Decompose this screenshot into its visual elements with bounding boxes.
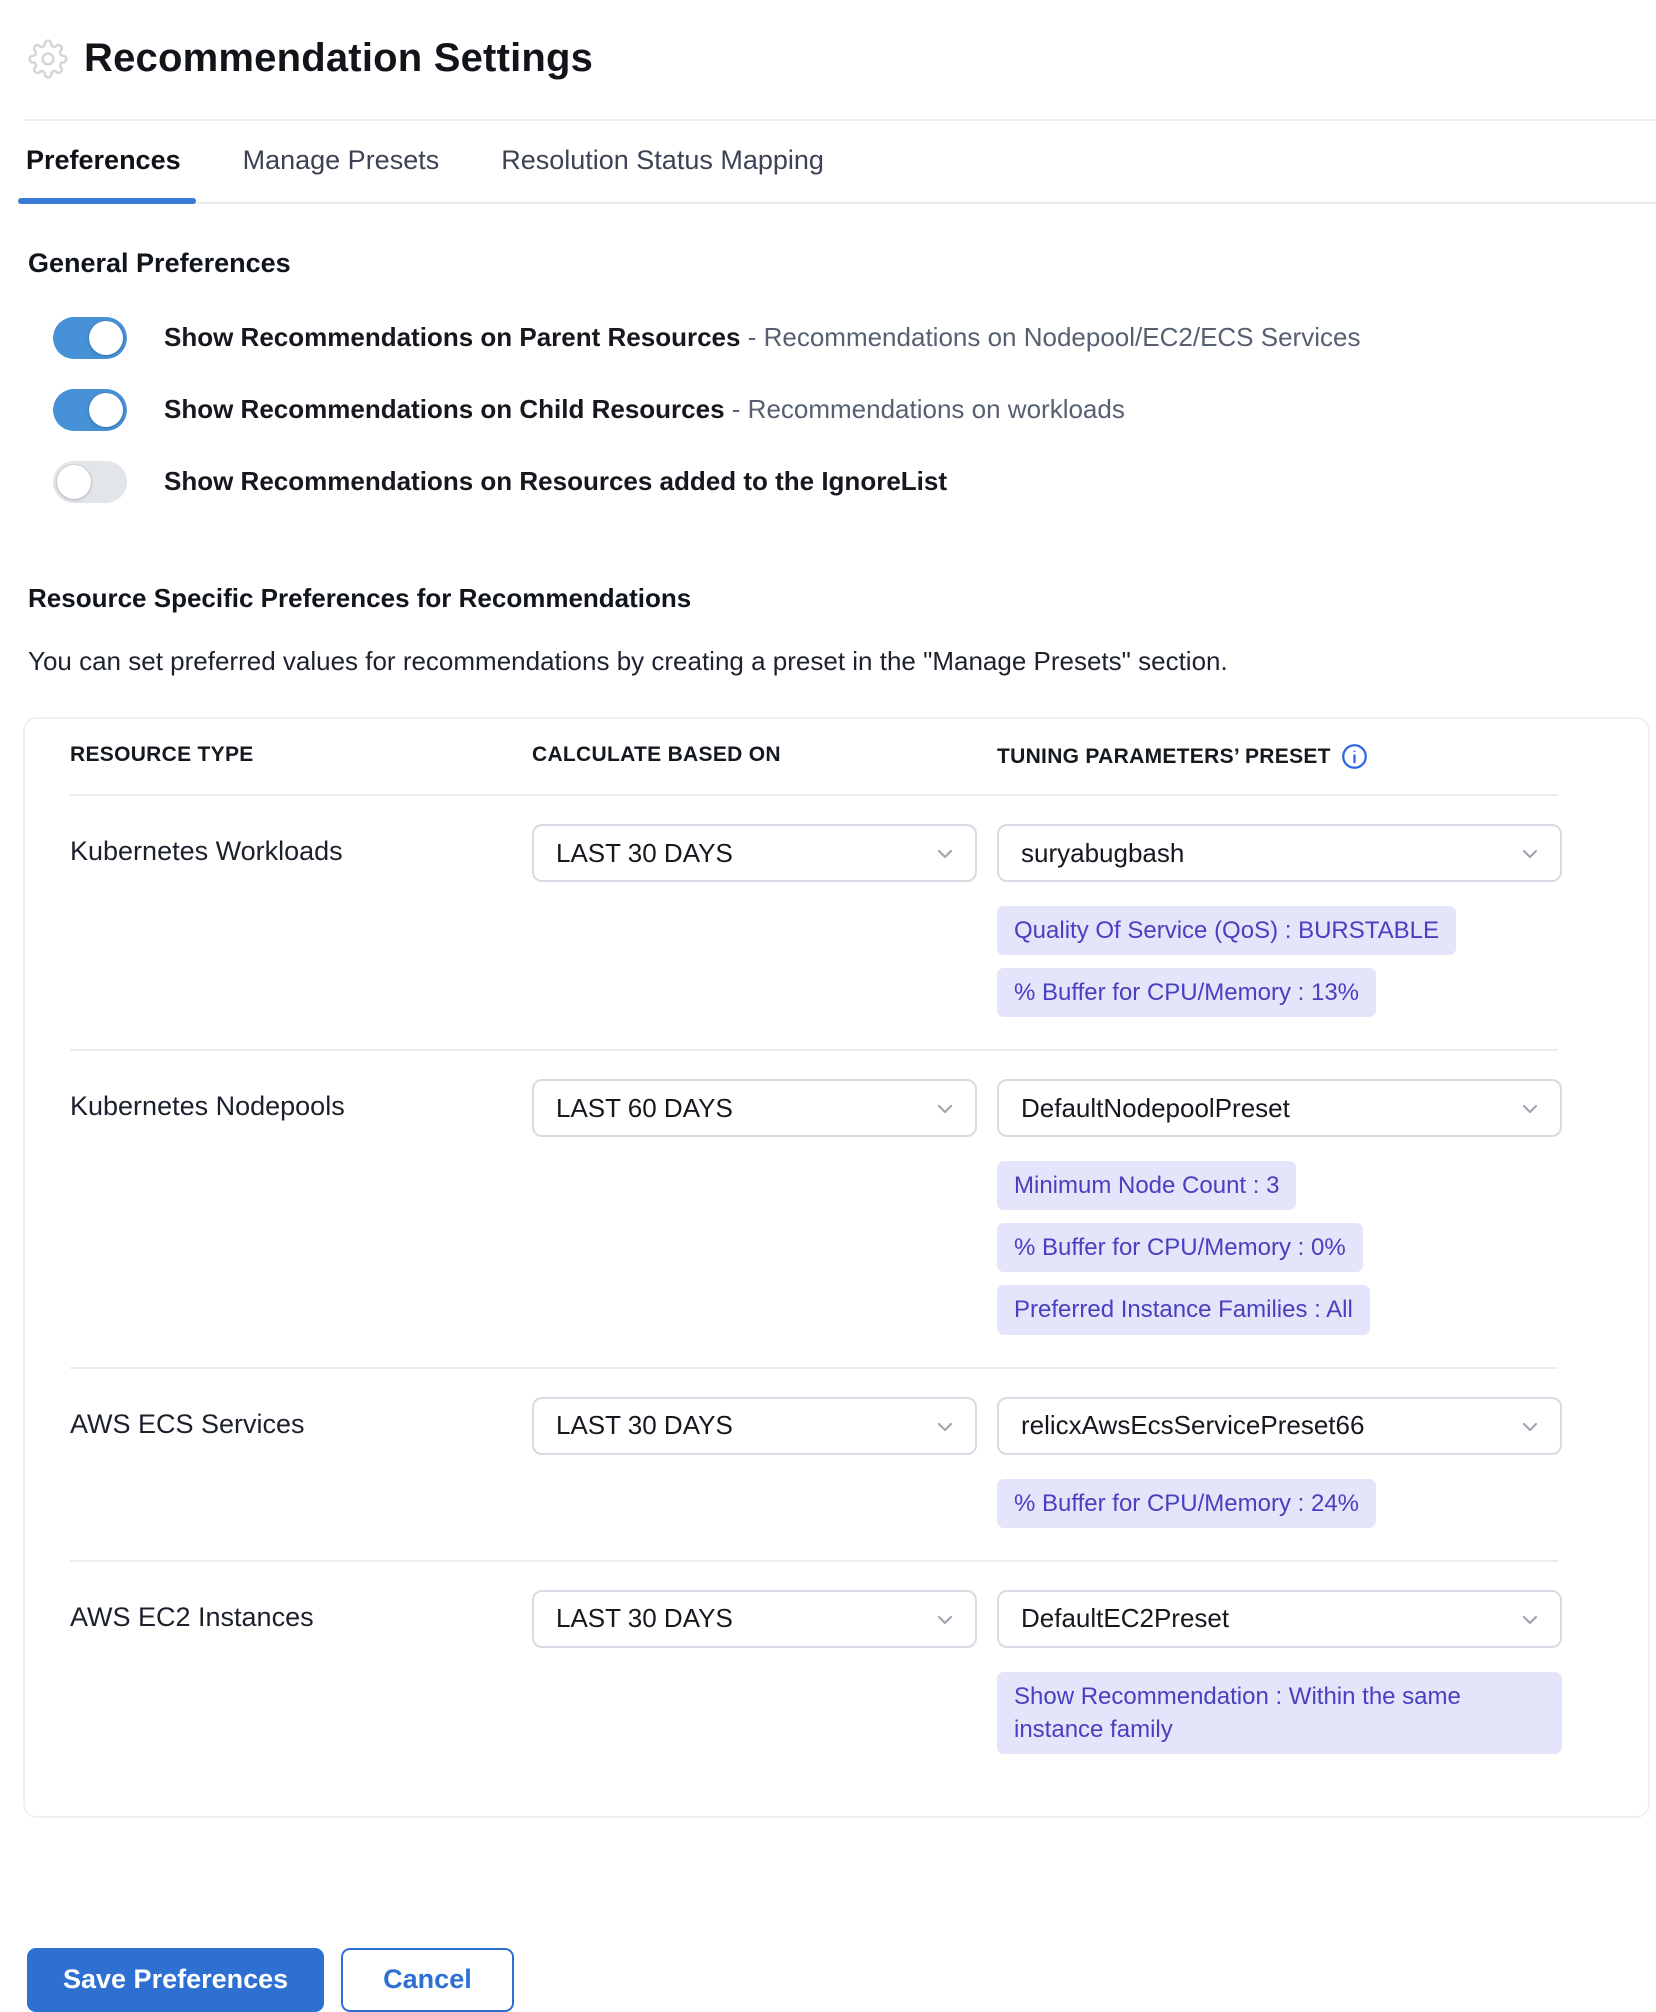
chevron-down-icon [933,1097,957,1121]
preset-tag: Minimum Node Count : 3 [997,1161,1296,1210]
select-value: LAST 30 DAYS [556,1410,733,1441]
tab-bar [24,121,1656,204]
toggle-label-text: Show Recommendations on Resources added to the IgnoreList [164,466,947,497]
calculate-based-on-cell [532,824,977,1017]
toggle-row-child-resources [53,389,1656,431]
calculate-based-on-cell [532,1590,977,1754]
calculate-based-on-select[interactable] [532,1397,977,1455]
resource-specific-heading: Resource Specific Preferences for Recommendations [28,583,692,613]
chevron-down-icon [1518,842,1542,866]
select-value: LAST 30 DAYS [556,1603,733,1634]
column-header-resource-type: RESOURCE TYPE [70,743,254,766]
preset-tags [997,1161,1562,1334]
page-header [0,36,1656,81]
save-preferences-button[interactable]: Save Preferences [27,1948,324,2012]
select-value: relicxAwsEcsServicePreset66 [1021,1410,1365,1441]
toggle-row-parent-resources [53,317,1656,359]
table-row [70,1367,1558,1560]
toggle-knob [89,321,123,355]
toggle-row-ignorelist-resources [53,461,1656,503]
child-resources-toggle[interactable] [53,389,127,431]
select-value: suryabugbash [1021,837,1185,868]
chevron-down-icon [933,1608,957,1632]
toggle-knob [89,393,123,427]
tab-manage-presets[interactable]: Manage Presets [242,145,440,175]
calculate-based-on-select[interactable] [532,824,977,882]
footer-actions [27,1948,1656,2012]
column-header-calculate-based-on: CALCULATE BASED ON [532,743,781,766]
tab-preferences[interactable]: Preferences [24,121,183,202]
preset-tag: % Buffer for CPU/Memory : 24% [997,1479,1376,1528]
toggle-description-text: - Recommendations on workloads [731,394,1125,425]
general-preferences-toggles [53,317,1656,503]
calculate-based-on-select[interactable] [532,1590,977,1648]
select-value: DefaultNodepoolPreset [1021,1092,1290,1123]
toggle-label-text: Show Recommendations on Child Resources [164,394,725,425]
table-row [70,796,1558,1049]
preset-cell [977,1397,1562,1528]
preset-select[interactable] [997,1590,1562,1648]
preset-tag: % Buffer for CPU/Memory : 13% [997,968,1376,1017]
select-value: LAST 60 DAYS [556,1092,733,1123]
general-preferences-heading: General Preferences [28,248,291,278]
parent-resources-toggle[interactable] [53,317,127,359]
table-row [70,1049,1558,1366]
toggle-label [164,321,1360,355]
preset-cell [977,824,1562,1017]
select-value: DefaultEC2Preset [1021,1603,1230,1634]
ignorelist-resources-toggle[interactable] [53,461,127,503]
chevron-down-icon [933,1415,957,1439]
toggle-label [164,465,947,499]
page-title: Recommendation Settings [84,36,594,80]
gear-icon [28,39,68,79]
preset-tag: Quality Of Service (QoS) : BURSTABLE [997,906,1456,955]
chevron-down-icon [1518,1415,1542,1439]
preset-tags [997,906,1562,1017]
chevron-down-icon [1518,1097,1542,1121]
preset-tags [997,1672,1562,1754]
table-row [70,1560,1558,1786]
tab-resolution-status-mapping[interactable]: Resolution Status Mapping [501,145,824,175]
calculate-based-on-select[interactable] [532,1079,977,1137]
preset-select[interactable] [997,824,1562,882]
preset-tag: % Buffer for CPU/Memory : 0% [997,1223,1363,1272]
preset-select[interactable] [997,1079,1562,1137]
calculate-based-on-cell [532,1079,977,1334]
column-header-tuning-preset [977,743,1562,770]
toggle-knob [57,465,91,499]
calculate-based-on-cell [532,1397,977,1528]
chevron-down-icon [1518,1608,1542,1632]
preset-tag: Show Recommendation : Within the same instance family [997,1672,1562,1754]
toggle-label-text: Show Recommendations on Parent Resources [164,322,741,353]
info-icon[interactable] [1341,743,1368,770]
preset-tags [997,1479,1562,1528]
select-value: LAST 30 DAYS [556,837,733,868]
table-body [70,796,1558,1786]
table-header [70,743,1558,796]
chevron-down-icon [933,842,957,866]
column-header-tuning-preset-label: TUNING PARAMETERS’ PRESET [997,744,1331,768]
resource-type-label: Kubernetes Nodepools [70,1091,345,1122]
preset-select[interactable] [997,1397,1562,1455]
resource-preferences-card [23,717,1650,1818]
cancel-button[interactable]: Cancel [341,1948,514,2012]
resource-type-label: AWS EC2 Instances [70,1601,314,1632]
resource-type-label: AWS ECS Services [70,1408,305,1439]
preset-tag: Preferred Instance Families : All [997,1285,1370,1334]
toggle-description-text: - Recommendations on Nodepool/EC2/ECS Services [747,322,1361,353]
resource-specific-description: You can set preferred values for recommendations by creating a preset in the "Manage Presets" section. [28,646,1228,676]
toggle-label [164,393,1125,427]
preset-cell [977,1079,1562,1334]
resource-type-label: Kubernetes Workloads [70,836,343,866]
preset-cell [977,1590,1562,1754]
